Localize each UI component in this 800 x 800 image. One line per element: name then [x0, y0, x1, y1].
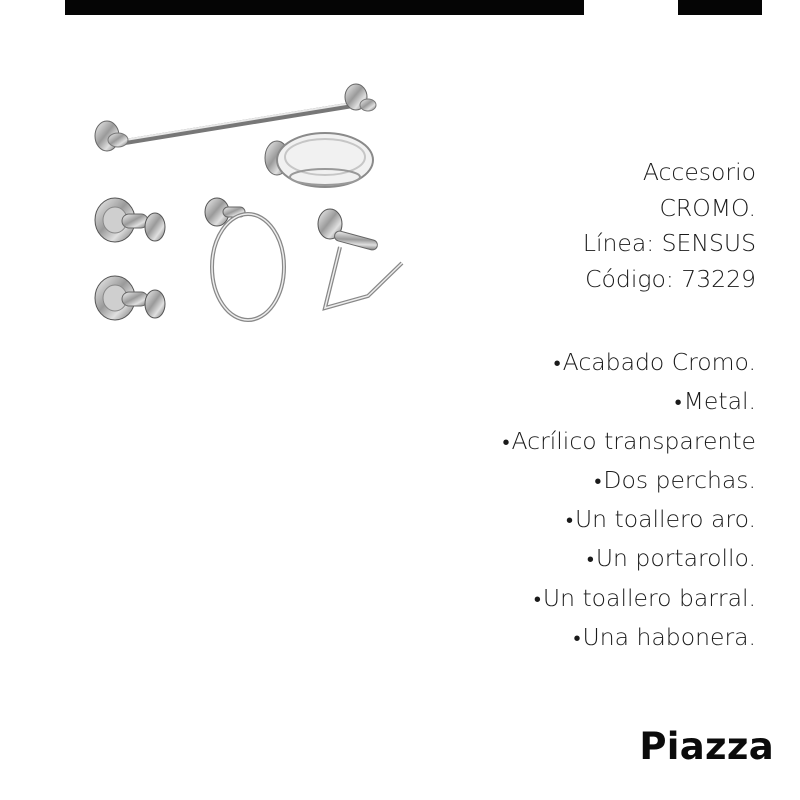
- bullet-icon: •: [573, 626, 581, 651]
- feature-item: •Acabado Cromo.: [553, 348, 756, 376]
- robe-hook-icon: [95, 198, 165, 242]
- towel-ring-icon: [205, 198, 284, 320]
- product-line: Línea: SENSUS: [582, 229, 756, 257]
- bullet-icon: •: [586, 547, 594, 572]
- product-type: Accesorio: [642, 158, 756, 186]
- feature-item: •Un portarollo.: [586, 544, 756, 573]
- bullet-icon: •: [594, 468, 602, 493]
- robe-hook-icon: [95, 276, 165, 320]
- soap-dish-icon: [265, 133, 373, 187]
- feature-item: •Un toallero barral.: [533, 583, 756, 612]
- top-bar-right: [678, 0, 762, 15]
- bullet-icon: •: [553, 351, 561, 375]
- bullet-icon: •: [674, 390, 682, 415]
- bullet-icon: •: [533, 586, 541, 611]
- top-bar-left: [65, 0, 584, 15]
- product-info: [583, 155, 756, 297]
- feature-item: •Acrílico transparente: [502, 426, 756, 455]
- feature-list: [502, 343, 756, 657]
- bathroom-accessory-set-icon: [80, 80, 410, 340]
- product-finish: CROMO.: [659, 193, 756, 222]
- feature-item: •Una habonera.: [573, 623, 756, 652]
- brand-logo: Piazza: [639, 725, 774, 768]
- product-code: Código: 73229: [585, 264, 756, 293]
- bullet-icon: •: [502, 429, 510, 454]
- feature-item: •Un toallero aro.: [565, 505, 756, 534]
- feature-item: •Metal.: [674, 387, 756, 416]
- bullet-icon: •: [565, 508, 573, 533]
- paper-holder-icon: [318, 209, 402, 308]
- feature-item: •Dos perchas.: [594, 465, 756, 494]
